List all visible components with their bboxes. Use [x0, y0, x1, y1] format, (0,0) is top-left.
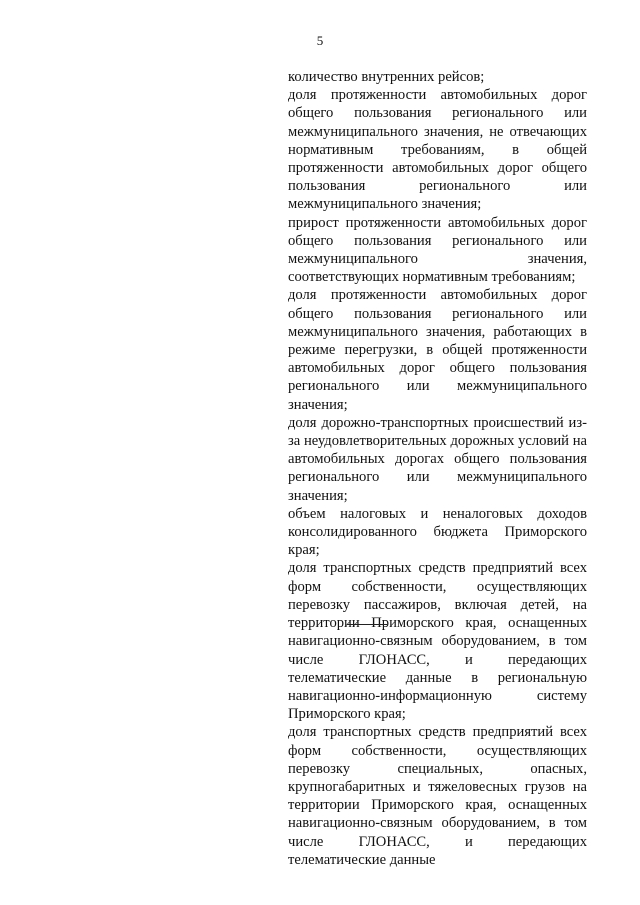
list-item: прирост протяженности автомобильных дорог общего пользования регионального или межмуниципального значения, соответствующих нормативным требованиям; [288, 214, 587, 286]
list-item: доля транспортных средств предприятий всех форм собственности, осуществляющих перевозку пассажиров, включая детей, на территории Приморского края, оснащенных навигационно-связным оборудованием, в том числе ГЛОНАСС, и передающих телематические данные в региональную навигационно-информационную систему Приморского края; [288, 560, 587, 723]
list-item: доля протяженности автомобильных дорог общего пользования регионального или межмуниципального значения, не отвечающих нормативным требованиям, в общей протяженности автомобильных дорог общего пользования регионального или межмуниципального значения; [288, 87, 587, 213]
list-item: количество внутренних рейсов; [288, 69, 485, 85]
list-item: доля дорожно-транспортных происшествий из-за неудовлетворительных дорожных условий на автомобильных дорогах общего пользования регионального или межмуниципального значения; [288, 414, 587, 504]
list-item: доля транспортных средств предприятий всех форм собственности, осуществляющих перевозку специальных, опасных, крупногабаритных и тяжеловесных грузов на территории Приморского края, оснащенных навигационно-связным оборудованием, в том числе ГЛОНАСС, и передающих телематические данные [288, 724, 587, 868]
indicator-list [288, 68, 587, 869]
underline-mark [347, 624, 387, 625]
list-item: доля протяженности автомобильных дорог общего пользования регионального или межмуниципального значения, работающих в режиме перегрузки, в общей протяженности автомобильных дорог общего пользования регионального или межмуниципального значения; [288, 287, 587, 413]
page-number: 5 [316, 33, 324, 48]
list-item: объем налоговых и неналоговых доходов консолидированного бюджета Приморского края; [288, 505, 587, 559]
